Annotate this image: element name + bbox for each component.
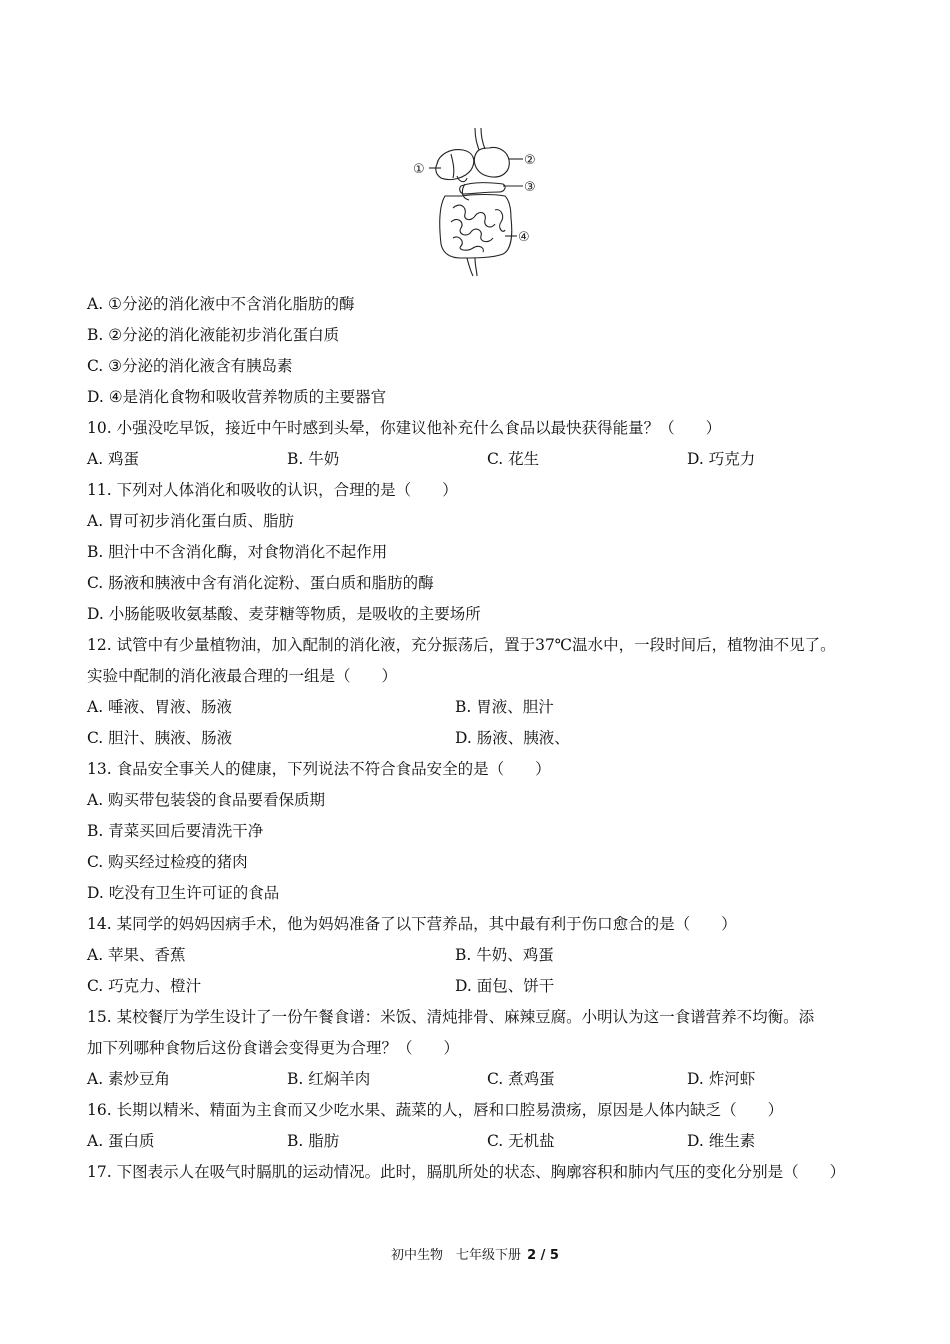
q16-option-c: C. 无机盐 [487, 1132, 555, 1150]
q10-stem: 10. 小强没吃早饭，接近中午时感到头晕，你建议他补充什么食品以最快获得能量？（ ） [87, 419, 722, 437]
q13-stem: 13. 食品安全事关人的健康，下列说法不符合食品安全的是（ ） [87, 760, 551, 778]
q14-options-row2 [87, 971, 877, 1002]
q11-stem: 11. 下列对人体消化和吸收的认识，合理的是（ ） [87, 481, 458, 499]
q9-option-d: D. ④是消化食物和吸收营养物质的主要器官 [87, 388, 387, 406]
q12-option-a: A. 唾液、胃液、肠液 [87, 698, 233, 716]
q10-option-c: C. 花生 [487, 450, 540, 468]
q14-stem: 14. 某同学的妈妈因病手术，他为妈妈准备了以下营养品，其中最有利于伤口愈合的是（ ） [87, 915, 737, 933]
q14-option-a: A. 苹果、香蕉 [87, 946, 186, 964]
q16-stem: 16. 长期以精米、精面为主食而又少吃水果、蔬菜的人，唇和口腔易溃疡，原因是人体内缺乏（ ） [87, 1101, 784, 1119]
q15-option-a: A. 素炒豆角 [87, 1070, 171, 1088]
figure-label-1: ① [413, 162, 425, 177]
q9-option-b: B. ②分泌的消化液能初步消化蛋白质 [87, 326, 340, 344]
q15-stem-line2: 加下列哪种食物后这份食谱会变得更为合理？（ ） [87, 1039, 460, 1057]
q15-option-d: D. 炸河虾 [687, 1070, 756, 1088]
q10-option-d: D. 巧克力 [687, 450, 756, 468]
q12-stem-line1: 12. 试管中有少量植物油，加入配制的消化液，充分振荡后，置于37℃温水中，一段时间后，植物油不见了。 [87, 636, 836, 654]
figure-label-3: ③ [524, 180, 536, 195]
q15-option-c: C. 煮鸡蛋 [487, 1070, 555, 1088]
question-content [87, 289, 877, 1188]
q12-option-d: D. 肠液、胰液、 [455, 729, 570, 747]
q12-options-row1 [87, 692, 877, 723]
q10-option-b: B. 牛奶 [287, 450, 340, 468]
q13-option-b: B. 青菜买回后要清洗干净 [87, 822, 264, 840]
figure-label-4: ④ [518, 230, 530, 245]
footer-text: 初中生物 七年级下册 [391, 1248, 522, 1263]
q10-options [87, 444, 877, 475]
q12-option-b: B. 胃液、胆汁 [455, 698, 554, 716]
q14-option-b: B. 牛奶、鸡蛋 [455, 946, 554, 964]
q11-option-d: D. 小肠能吸收氨基酸、麦芽糖等物质，是吸收的主要场所 [87, 605, 481, 623]
q13-option-c: C. 购买经过检疫的猪肉 [87, 853, 248, 871]
q16-option-a: A. 蛋白质 [87, 1132, 155, 1150]
q13-option-d: D. 吃没有卫生许可证的食品 [87, 884, 280, 902]
q11-option-c: C. 肠液和胰液中含有消化淀粉、蛋白质和脂肪的酶 [87, 574, 434, 592]
q15-options [87, 1064, 877, 1095]
q15-stem-line1: 15. 某校餐厅为学生设计了一份午餐食谱：米饭、清炖排骨、麻辣豆腐。小明认为这一食谱营养不均衡。添 [87, 1008, 815, 1026]
q14-options-row1 [87, 940, 877, 971]
q12-option-c: C. 胆汁、胰液、肠液 [87, 729, 233, 747]
q12-options-row2 [87, 723, 877, 754]
figure-label-2: ② [524, 153, 536, 168]
q16-options [87, 1126, 877, 1157]
q12-stem-line2: 实验中配制的消化液最合理的一组是（ ） [87, 667, 398, 685]
q16-option-d: D. 维生素 [687, 1132, 756, 1150]
q11-option-b: B. 胆汁中不含消化酶，对食物消化不起作用 [87, 543, 388, 561]
q14-option-d: D. 面包、饼干 [455, 977, 555, 995]
q11-option-a: A. 胃可初步消化蛋白质、脂肪 [87, 512, 295, 530]
q9-option-c: C. ③分泌的消化液含有胰岛素 [87, 357, 293, 375]
q10-option-a: A. 鸡蛋 [87, 450, 140, 468]
q15-option-b: B. 红焖羊肉 [287, 1070, 371, 1088]
q16-option-b: B. 脂肪 [287, 1132, 340, 1150]
q17-stem: 17. 下图表示人在吸气时膈肌的运动情况。此时，膈肌所处的状态、胸廓容积和肺内气压的变化分别是（ ） [87, 1163, 846, 1181]
page-number: 2 / 5 [527, 1248, 559, 1263]
q14-option-c: C. 巧克力、橙汁 [87, 977, 202, 995]
q13-option-a: A. 购买带包装袋的食品要看保质期 [87, 791, 326, 809]
q9-option-a: A. ①分泌的消化液中不含消化脂肪的酶 [87, 295, 355, 313]
digestive-system-figure [405, 126, 550, 278]
page-footer [0, 1244, 950, 1263]
